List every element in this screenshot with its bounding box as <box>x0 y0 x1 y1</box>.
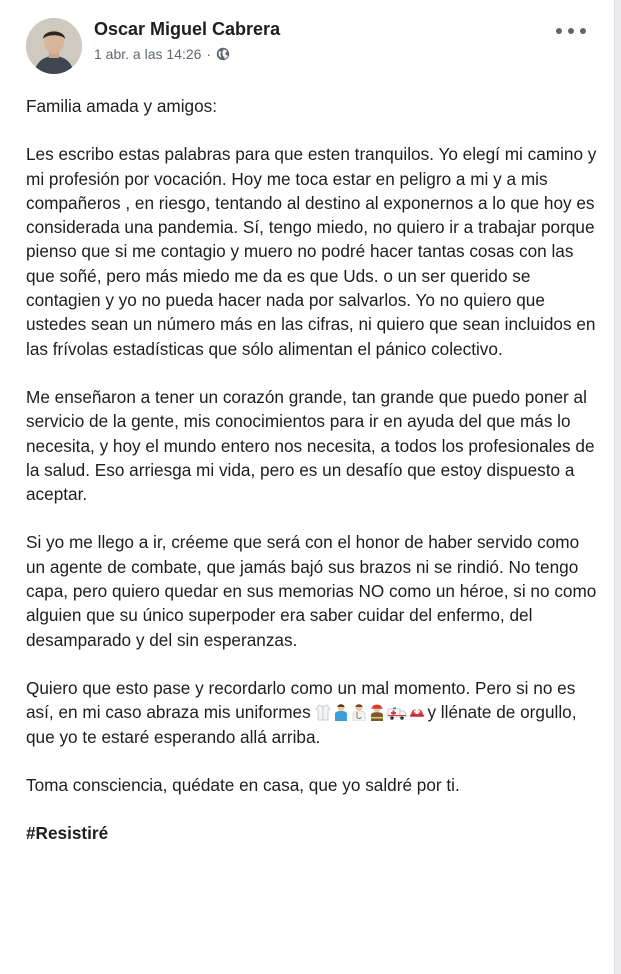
more-dot-icon <box>556 28 562 34</box>
author-avatar[interactable] <box>26 18 82 74</box>
post-hashtag[interactable]: #Resistiré <box>26 823 109 844</box>
post-closing: Toma consciencia, quédate en casa, que yo saldré por ti. <box>26 774 460 795</box>
more-options-button[interactable] <box>556 26 586 36</box>
author-name[interactable]: Oscar Miguel Cabrera <box>94 19 281 39</box>
doctor-emoji <box>351 703 367 721</box>
globe-icon[interactable] <box>216 47 230 61</box>
post-meta <box>94 46 230 62</box>
ambulance-emoji <box>387 703 407 721</box>
post-paragraph: Les escribo estas palabras para que esten tranquilos. Yo elegí mi camino y mi profesión por vocación. Hoy me toca estar en peligro a mi y a mis compañeros , en riesgo, tentando al destino al exponernos a lo que hoy es considerada una pandemia. Sí, tengo miedo, no quiero ir a trabajar porque pienso que si me contagio y muero no podré hacer tantas cosas con las que soñé, pero más miedo me da es que Uds. o un ser querido se contagien y yo no pueda hacer nada por salvarlos. Yo no quiero que ustedes sean un número más en las cifras, ni quiero que sean incluidos en las frívolas estadísticas que sólo alimentan el pánico colectivo. <box>26 144 597 359</box>
more-dot-icon <box>568 28 574 34</box>
post-body <box>26 94 601 869</box>
uniforms-text-after: y llénate de orgullo, que yo te estaré esperando allá arriba. <box>26 702 577 747</box>
post-paragraph-uniforms <box>26 676 601 749</box>
uniforms-text-before: Quiero que esto pase y recordarlo como un mal momento. Pero si no es así, en mi caso abraza mis uniformes <box>26 677 576 723</box>
post-timestamp[interactable]: 1 abr. a las 14:26 <box>94 46 202 62</box>
post-paragraph: Me enseñaron a tener un corazón grande, tan grande que puedo poner al servicio de la gente, mis conocimientos para ir en ayuda del que más lo necesita, y hoy el mundo entero nos necesita, a todos los profesionales de la salud. Eso arriesga mi vida, pero es un desafío que estoy dispuesto a aceptar. <box>26 386 595 505</box>
post-greeting: Familia amada y amigos: <box>26 96 218 116</box>
profile-photo-icon <box>26 18 82 74</box>
post-paragraph: Si yo me llego a ir, créeme que será con el honor de haber servido como un agente de combate, que jamás bajó sus brazos ni se rindió. No tengo capa, pero quiero quedar en sus memorias NO como un héroe, si no como alguien que su único superpoder era saber cuidar del enfermo, del desamparado y del sin esperanzas. <box>26 532 597 650</box>
lab-coat-emoji <box>315 703 331 721</box>
meta-separator: · <box>206 46 212 62</box>
firefighter-emoji <box>369 703 385 721</box>
more-dot-icon <box>580 28 586 34</box>
rescue-helmet-emoji <box>409 703 425 721</box>
health-worker-emoji <box>333 703 349 721</box>
